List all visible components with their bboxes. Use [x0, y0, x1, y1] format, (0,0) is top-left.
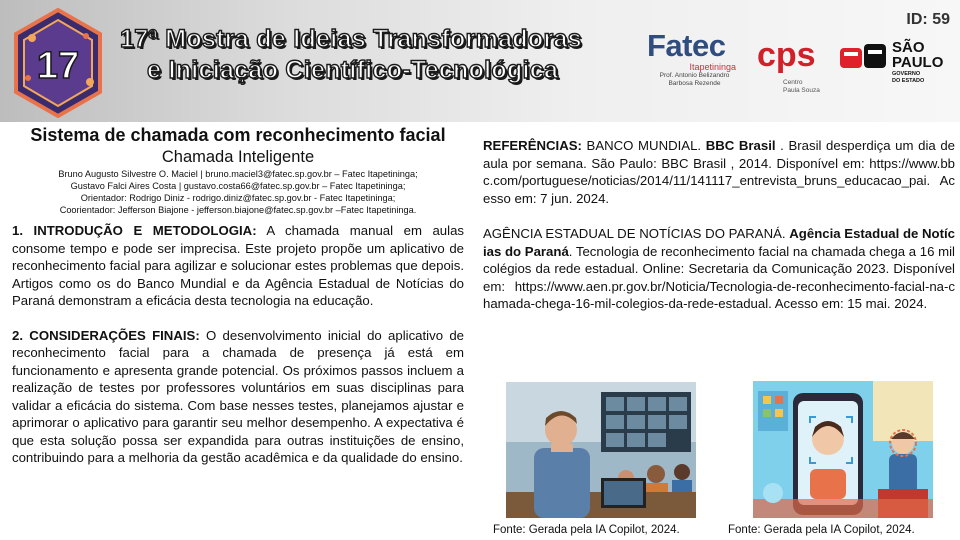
section2-text: O desenvolvimento inicial do aplicativo de reconhecimento facial para a chamada de presença já está em funcionamento e apresenta grande potencial. Os próximos passos incluem a realização de testes por professores voluntários em suas disciplinas para validar a eficácia do sistema. Com base nesses testes, planejamos ajustar e aprimorar o aplicativo para garantir seu melhor desempenho. A expectativa é que esta solução possa ser expandida para outras instituições de ensino, contribuindo para a melhoria da gestão acadêmica e da qualidade do ensino.	[12, 327, 464, 465]
event-title-line2: e Iniciação Científico-Tecnológica	[147, 56, 559, 84]
ref1-bold: BBC Brasil	[705, 138, 776, 153]
ref2-rest: . Tecnologia de reconhecimento facial na chamada chega a 16 mil colégios da rede estadual. Online: Secretaria da Comunicação 2023. Disponível em: https://www.aen.pr.gov.br/Noticia/Tecnologia-de-reconhecimento-facial-na-chamada-chega-16-mil-colegios-da-rede-estadual. Acesso em: 15 mai. 2024.	[483, 243, 955, 311]
event-title	[120, 24, 582, 86]
sp-government-logo	[840, 39, 944, 100]
sp-word-line1: SÃO	[892, 39, 925, 56]
fatec-name: Fatec	[647, 28, 726, 63]
fatec-patron-line2: Barbosa Rezende	[668, 79, 721, 87]
cps-sub-line2: Paula Souza	[783, 86, 820, 94]
fatec-city: Itapetininga	[689, 62, 736, 72]
authors-block	[12, 168, 464, 216]
cps-mark-icon	[757, 36, 823, 74]
author-line: Orientador: Rodrigo Diniz - rodrigo.diniz@fatec.sp.gov.br - Fatec Itapetininga;	[80, 193, 396, 203]
cps-sub-line1: Centro	[783, 79, 803, 86]
section1-text: A chamada manual em aulas consome tempo e pode ser imprecisa. Este projeto propõe um aplicativo de reconhecimento facial para agilizar e solucionar estes problemas que depois. Artigos como os do Banco Mundial e da Agência Estadual de Notícias do Paraná demonstram a eficácia desta tecnologia na educação.	[12, 223, 464, 308]
section-conclusions	[12, 327, 464, 467]
event-title-line1: 17ª Mostra de Ideias Transformadoras	[120, 25, 582, 53]
paper-title: Sistema de chamada com reconhecimento facial	[30, 125, 446, 145]
poster-id: ID: 59	[906, 11, 950, 28]
left-column	[12, 124, 464, 467]
section2-heading: 2. CONSIDERAÇÕES FINAIS:	[12, 327, 200, 343]
fatec-patron-line1: Prof. Antonio Belizandro	[659, 72, 730, 79]
ref2-bold: Agência Estadual de Notícias do Paraná	[483, 226, 956, 259]
ref1-prefix: BANCO MUNDIAL.	[581, 138, 706, 153]
author-line: Gustavo Falci Aires Costa | gustavo.costa66@fatec.sp.gov.br – Fatec Itapetininga;	[70, 181, 406, 191]
cps-name: cps	[757, 36, 816, 74]
figure-caption-1: Fonte: Gerada pela IA Copilot, 2024.	[493, 524, 680, 536]
section1-heading: 1. INTRODUÇÃO E METODOLOGIA:	[12, 223, 257, 238]
sp-emblem-icon	[840, 42, 888, 72]
fatec-logo	[647, 30, 742, 87]
figure-caption-2: Fonte: Gerada pela IA Copilot, 2024.	[728, 524, 915, 536]
figure-teacher-laptop-image	[506, 382, 696, 518]
references-heading: REFERÊNCIAS:	[483, 138, 582, 153]
paper-subtitle: Chamada Inteligente	[161, 148, 315, 166]
right-column	[483, 137, 955, 313]
reference-1	[483, 137, 955, 207]
sp-gov-line1: GOVERNO	[892, 71, 921, 77]
author-line: Coorientador: Jefferson Biajone - jefferson.biajone@fatec.sp.gov.br –Fatec Itapetininga.	[59, 205, 417, 215]
sp-gov-line2: DO ESTADO	[892, 78, 925, 84]
reference-2	[483, 225, 955, 313]
figure-phone-recognition-image	[753, 381, 933, 518]
cps-logo	[757, 36, 827, 94]
ref2-prefix: AGÊNCIA ESTADUAL DE NOTÍCIAS DO PARANÁ.	[483, 226, 790, 241]
ref1-rest: . Brasil desperdiça um dia de aula por semana. São Paulo: BBC Brasil , 2014. Disponível em: https://www.bbc.com/portuguese/noticias/2014/11/141117_entrevista_bruns_educacao_pai. Acesso em: 7 jun. 2024.	[483, 138, 955, 206]
header-banner	[0, 0, 960, 122]
badge-number: 17	[36, 45, 80, 87]
event-badge-logo	[12, 8, 104, 118]
sp-word-line2: PAULO	[892, 54, 944, 71]
author-line: Bruno Augusto Silvestre O. Maciel | bruno.maciel3@fatec.sp.gov.br – Fatec Itapetininga;	[58, 169, 418, 179]
section-introduction	[12, 222, 464, 310]
